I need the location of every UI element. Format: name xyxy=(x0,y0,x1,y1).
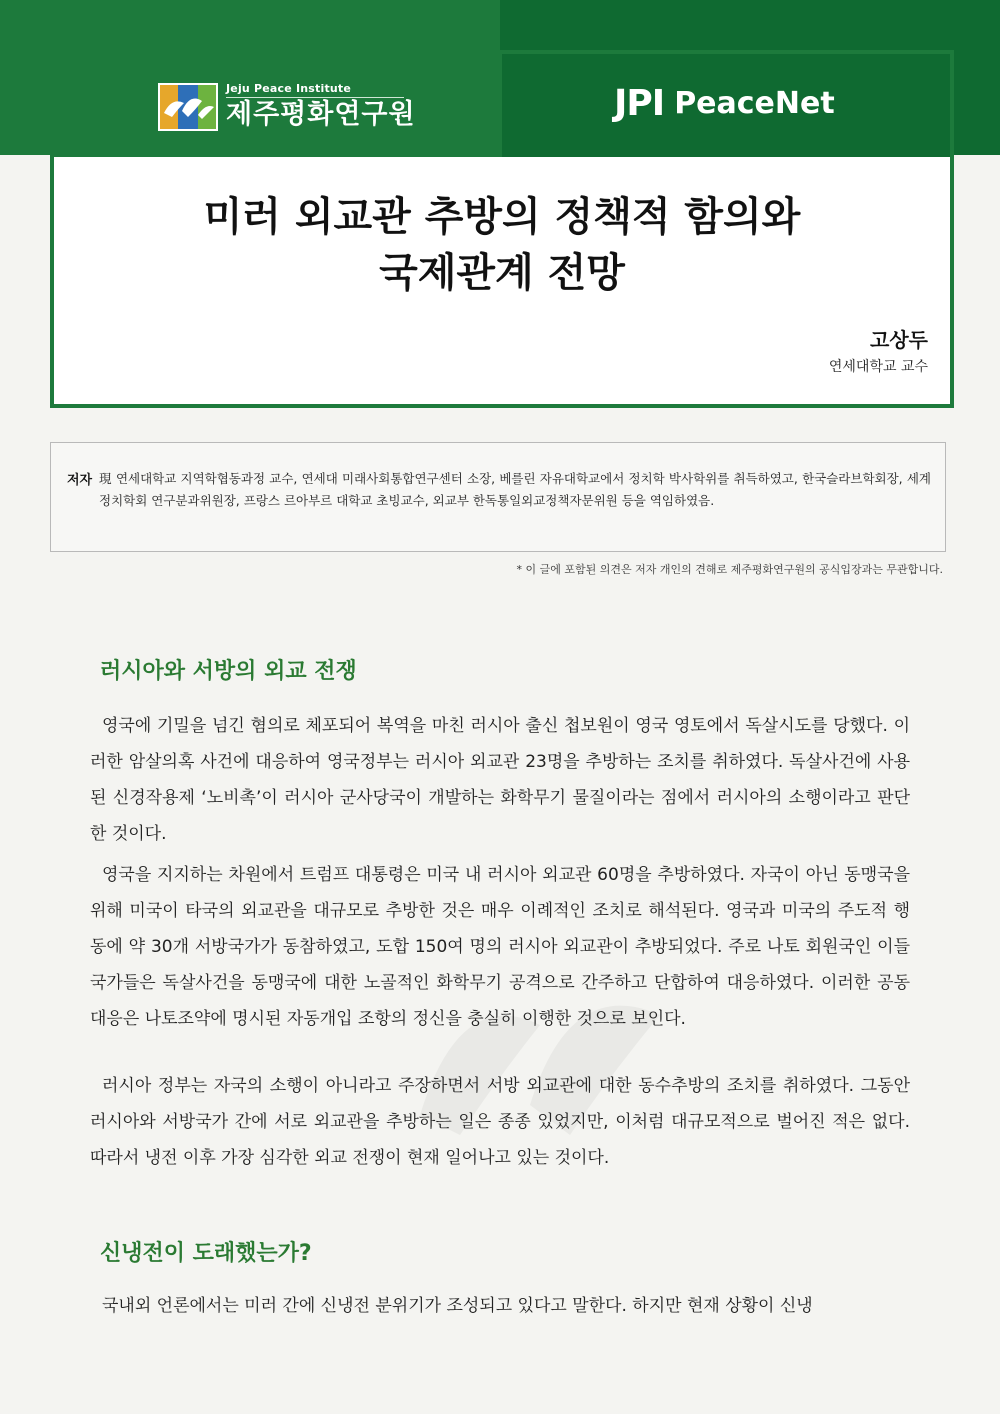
title-line-2: 국제관계 전망 xyxy=(379,250,625,296)
section-heading-2: 신냉전이 도래했는가? xyxy=(100,1241,312,1266)
paragraph-2-1: 국내외 언론에서는 미러 간에 신냉전 분위기가 조성되고 있다고 말한다. 하지만 현재 상황이 신냉 xyxy=(102,1296,813,1316)
author-bio-box xyxy=(50,442,946,552)
title-line-1: 미러 외교관 추방의 정책적 함의와 xyxy=(203,194,801,240)
document-title xyxy=(54,189,950,301)
dove-logo-icon xyxy=(158,83,218,131)
paragraph-1-3: 러시아 정부는 자국의 소행이 아니라고 주장하면서 서방 외교관에 대한 동수추방의 조치를 취하였다. 그동안 러시아와 서방국가 간에 서로 외교관을 추방하는 일은 종종 있었지만, 이처럼 대규모적으로 벌어진 적은 없다. 따라서 냉전 이후 가장 심각한 외교 전쟁이 현재 일어나고 있는 것이다. xyxy=(90,1076,910,1168)
jpi-brand: JPI xyxy=(614,83,665,124)
paragraph-1-1: 영국에 기밀을 넘긴 혐의로 체포되어 복역을 마친 러시아 출신 첩보원이 영국 영토에서 독살시도를 당했다. 이러한 암살의혹 사건에 대응하여 영국정부는 러시아 외교관 23명을 추방하는 조치를 취하였다. 독살사건에 사용된 신경작용제 ‘노비촉’이 러시아 군사당국이 개발하는 화학무기 물질이라는 점에서 러시아의 소행이라고 판단한 것이다. xyxy=(90,716,910,844)
institute-name-kr: 제주평화연구원 xyxy=(226,99,416,130)
peacenet-brand: PeaceNet xyxy=(674,86,835,121)
jeju-peace-institute-logo xyxy=(158,82,416,132)
frame-header xyxy=(54,54,950,157)
author-affiliation: 연세대학교 교수 xyxy=(828,359,928,375)
bio-label: 저자 xyxy=(67,473,93,488)
peacenet-logo xyxy=(614,82,835,126)
disclaimer-note: * 이 글에 포함된 의견은 저자 개인의 견해로 제주평화연구원의 공식입장과는 무관합니다. xyxy=(516,563,943,576)
bio-text: 現 연세대학교 지역학협동과정 교수, 연세대 미래사회통합연구센터 소장, 베를린 자유대학교에서 정치학 박사학위를 취득하였고, 한국슬라브학회장, 세계정치학회 연구분과위원장, 프랑스 르아부르 대학교 초빙교수, 외교부 한독통일외교정책자문위원 등을 역임하였음. xyxy=(99,471,931,508)
section-heading-1: 러시아와 서방의 외교 전쟁 xyxy=(100,659,357,684)
paragraph-1-2: 영국을 지지하는 차원에서 트럼프 대통령은 미국 내 러시아 외교관 60명을 추방하였다. 자국이 아닌 동맹국을 위해 미국이 타국의 외교관을 대규모로 추방한 것은 매우 이례적인 조치로 해석된다. 영국과 미국의 주도적 행동에 약 30개 서방국가가 동참하였고, 도합 150여 명의 러시아 외교관이 추방되었다. 주로 나토 회원국인 이들 국가들은 독살사건을 동맹국에 대한 노골적인 화학무기 공격으로 간주하고 단합하여 대응하였다. 이러한 공동대응은 나토조약에 명시된 자동개입 조항의 정신을 충실히 이행한 것으로 보인다. xyxy=(90,865,910,1029)
title-frame xyxy=(50,50,954,408)
author-name: 고상두 xyxy=(870,328,928,352)
institute-name-en: Jeju Peace Institute xyxy=(226,82,404,98)
